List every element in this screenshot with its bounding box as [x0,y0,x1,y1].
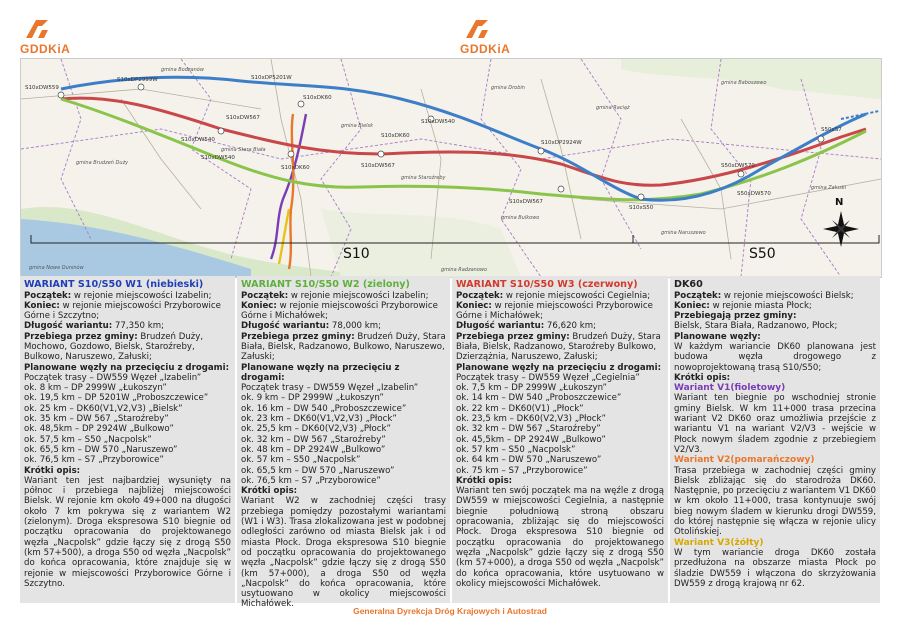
node-item: ok. 64 km – DW 570 „Naruszewo” [456,455,602,466]
gddkia-logo-text: GDDKiA [20,42,71,56]
communes-value: Brudzeń Duży, Stara Biała, Bielsk, Radzanowo, Staroźreby Bulkowo, Dzierzążnia, Naruszewo, Załuski; [456,331,661,363]
node-item: Początek trasy – DW559 Węzeł „Izabelin” [241,383,419,394]
length-value: 77,350 km; [112,321,164,332]
communes-value: Brudzeń Duży, Stara Biała, Bielsk, Radzanowo, Bulkowo, Naruszewo, Załuski; [241,331,446,363]
gddkia-emblem-icon [20,14,54,40]
desc-text: Wariant ten swój początek ma na węźle z drogą DW559 w miejscowości Cegielnia, a następnie biegnie południową stroną obszaru opracowania, zbliżając się do miejscowości Płock. Droga ekspresowa S10 biegnie od początku opracowania do projektowanego węzła „Nacpolsk” gdzie łączy się z drogą S50 (km 57+000), a droga S50 od węzła „Nacpolsk” do końca opracowania, które usytuowano w okolicy miejscowości Michałówek. [456,486,664,589]
dk60-panel [670,276,880,603]
nodes-label: Planowane węzły na przecięciu z drogami: [24,362,230,373]
node-item: ok. 14 km – DW 540 „Proboszczewice” [456,393,622,404]
node-item: ok. 76,5 km – S7 „Przyborowice” [241,475,381,486]
communes-label: Przebiega przez gminy: [456,331,570,342]
north-label: N [835,197,844,208]
desc-label: Krótki opis: [241,486,298,497]
node-item: ok. 35 km – DW 567 „Staroźreby” [24,414,169,425]
end-label: Koniec: [24,300,60,311]
dk60-v2-title: Wariant V2(pomarańczowy) [674,455,815,466]
node-item: ok. 65,5 km – DW 570 „Naruszewo” [24,444,178,455]
node-item: ok. 32 km – DW 567 „Staroźreby” [456,424,601,435]
map-node-label: S10xDK60 [281,165,310,171]
map-node-label: S50xDW570 [721,163,755,169]
start-value: w rejonie miejscowości Izabelin; [71,290,212,301]
end-value: w rejonie miejscowości Przyborowice Górne i Michałówek; [241,300,438,322]
map-node-label: S10xDW559 [25,85,59,91]
node-item: ok. 76,5 km – S7 „Przyborowice” [24,455,164,466]
nodes-label: Planowane węzły na przecięciu z drogami: [456,362,662,373]
map-node-label: S10xDW540 [181,137,215,143]
end-label: Koniec: [456,300,492,311]
variant-w2-panel [237,276,450,610]
desc-text: Wariant W2 w zachodniej części trasy przebiega pomiędzy pozostałymi wariantami (W1 i W3). Trasa zlokalizowana jest w podobnej odległości zarówno od miasta Bielsk jak i od miasta Płock. Droga ekspresowa S10 biegnie od początku opracowania do projektowanego węzła „Nacpolsk” gdzie łączy się z drogą S50 (km 57+000), a droga S50 od węzła „Nacpolsk” do końca opracowania, które usytuowano w okolicy miejscowości Michałówek. [241,496,446,610]
map-place-label: gmina Radzanowo [441,267,488,273]
map-place-label: gmina Nowe Duninów [29,265,84,271]
map-node-label: S10xDP2999W [117,77,158,83]
end-value: w rejonie miejscowości Przyborowice Górne i Michałówek; [456,300,653,322]
communes-label: Przebiega przez gminy: [24,331,138,342]
map-node-label: S10xDP5201W [251,75,292,81]
length-value: 78,000 km; [329,321,381,332]
map-place-label: gmina Bulkowo [501,215,540,221]
map-node-label: S10xDW567 [361,163,395,169]
start-label: Początek: [241,290,289,301]
map-place-label: gmina Brudzeń Duży [76,160,129,166]
node-item: ok. 25,5 km – DK60(V2,V3) „Płock” [241,424,391,435]
desc-label: Krótki opis: [674,372,731,383]
node-item: ok. 32 km – DW 567 „Staroźreby” [241,434,386,445]
start-value: w rejonie miejscowości Bielsk; [721,290,854,301]
node-item: Początek trasy – DW559 Węzeł „Cegielnia” [456,372,640,383]
s50-section-label: S50 [749,246,776,262]
node-item: ok. 23,5 km – DK60(V2,V3) „Płock” [456,414,606,425]
node-item: ok. 16 km – DW 540 „Proboszczewice” [241,403,407,414]
nodes-label: Planowane węzły na przecięciu z drogami: [241,362,400,383]
start-label: Początek: [674,290,722,301]
gddkia-logo-right [460,14,510,56]
desc-text: Wariant ten jest najbardziej wysunięty na północ i przebiega najbliżej miejscowości Bielsk. W rejonie km około 49+000 na długości około 7 km pokrywa się z wariantem W2 (zielonym). Droga ekspresowa S10 biegnie od początku opracowania do projektowanego węzła „Nacpolsk” gdzie łączy się z drogą S50 (km 57+500), a droga S50 od węzła „Nacpolsk” do końca opracowania, które znajduje się w rejonie w miejscowości Przyborowice Górne i Szczytno. [24,475,231,589]
map-place-label: gmina Drobin [491,85,525,91]
node-item: ok. 19,5 km – DP 5201W „Proboszczewice” [24,393,209,404]
map-place-label: gmina Zaluski [811,185,847,191]
map-node-label: S10xS50 [629,205,654,211]
map-place-label: gmina Baboszewo [721,80,767,86]
end-value: w rejonie miasta Płock; [709,300,812,311]
variant-w3-title: WARIANT S10/S50 W3 (czerwony) [456,279,638,290]
dk60-v1-desc: Wariant ten biegnie po wschodniej stronie gminy Bielsk. W km 11+000 trasa przecina wariant V2 DK60 oraz umożliwia przejście z wariantu V1 na wariant V2/V3 - wejście w Płock nowym śladem zgodnie z przebiegiem V2/V3. [674,393,876,455]
node-item: ok. 48 km – DP 2924W „Bulkowo” [241,444,386,455]
node-item: ok. 25 km – DK60(V1,V2,V3) „Bielsk” [24,403,183,414]
gddkia-emblem-icon [460,14,494,40]
node-item: ok. 75 km – S7 „Przyborowice” [456,465,588,476]
gddkia-logo-left [20,14,70,56]
footer-text: Generalna Dyrekcja Dróg Krajowych i Autostrad [353,606,547,616]
map-node-label: S10xDK60 [381,133,410,139]
communes-value: Brudzeń Duży, Mochowo, Gozdowo, Bielsk, Staroźreby, Bulkowo, Naruszewo, Załuski; [24,331,204,363]
start-label: Początek: [24,290,72,301]
gddkia-logo-text: GDDKiA [460,42,511,56]
variant-w3-panel [452,276,668,603]
node-item: ok. 48,5km – DP 2924W „Bulkowo” [24,424,174,435]
node-item: ok. 7,5 km – DP 2999W „Łukoszyn” [456,383,607,394]
map-place-label: gmina Bodzanów [161,67,204,73]
node-item: ok. 57 km – S50 „Nacpolsk” [241,455,361,466]
length-label: Długość wariantu: [24,321,113,332]
desc-label: Krótki opis: [456,475,513,486]
map-node-label: S10xDW567 [509,199,543,205]
map-place-label: gmina Staroźreby [401,175,446,181]
route-map[interactable] [20,58,882,278]
node-item: ok. 57,5 km – S50 „Nacpolsk” [24,434,152,445]
s10-section-label: S10 [343,246,370,262]
dk60-v3-desc: W tym wariancie droga DK60 została przedłużona na obszarze miasta Płock po śladzie DW559 i włączona do skrzyżowania DW559 z drogą krajową nr 62. [674,547,876,589]
map-node-label: S10xDW567 [226,115,260,121]
dk60-title: DK60 [674,279,703,290]
node-item: ok. 23 km – DK60(V1,V2,V3) „Płock” [241,414,397,425]
map-node-label: S10xDW540 [201,155,235,161]
map-node-label: S10xDW540 [421,119,455,125]
length-label: Długość wariantu: [456,321,545,332]
map-node-label: S50xS7 [821,127,842,133]
node-item: Początek trasy – DW559 Węzeł „Izabelin” [24,372,202,383]
length-value: 76,620 km; [544,321,596,332]
map-node-label: S10xDK60 [303,95,332,101]
start-value: w rejonie miejscowości Cegielnia; [503,290,651,301]
nodes-text: W każdym wariancie DK60 planowana jest budowa węzła drogowego z nowoprojektowaną trasą S10/S50; [674,341,876,373]
end-label: Koniec: [241,300,277,311]
communes-label: Przebiega przez gminy: [241,331,355,342]
dk60-v3-title: Wariant V3(żółty) [674,537,764,548]
node-item: ok. 65,5 km – DW 570 „Naruszewo” [241,465,395,476]
node-item: ok. 9 km – DP 2999W „Łukoszyn” [241,393,384,404]
map-place-label: gmina Naruszewo [661,230,706,236]
communes-value: Bielsk, Stara Biała, Radzanowo, Płock; [674,321,838,332]
desc-label: Krótki opis: [24,465,81,476]
variant-w2-title: WARIANT S10/S50 W2 (zielony) [241,279,410,290]
start-label: Początek: [456,290,504,301]
node-item: ok. 57 km – S50 „Nacpolsk” [456,444,576,455]
route-map-canvas [21,59,881,277]
variant-w1-title: WARIANT S10/S50 W1 (niebieski) [24,279,204,290]
dk60-v1-title: Wariant V1(fioletowy) [674,383,786,394]
node-item: ok. 8 km – DP 2999W „Łukoszyn” [24,383,167,394]
end-label: Koniec: [674,300,710,311]
node-item: ok. 22 km – DK60(V1) „Płock” [456,403,584,414]
end-value: w rejonie miejscowości Przyborowice Górne i Szczytno; [24,300,221,322]
communes-label: Przebiegają przez gminy: [674,311,797,322]
dk60-v2-desc: Trasa przebiega w zachodniej części gminy Bielsk zbliżając się do starodroża DK60. Następnie, po przecięciu z wariantem V1 DK60 w km około 11+000, trasa kontynuuje swój bieg nowym śladem w kierunku drogi DW559, do której następnie się włącza w rejonie ulicy Otolińskiej. [674,465,876,538]
map-place-label: gmina Raciąż [596,105,630,111]
map-node-label: S10xDP2924W [541,140,582,146]
length-label: Długość wariantu: [241,321,330,332]
start-value: w rejonie miejscowości Izabelin; [288,290,429,301]
node-item: ok. 45,5km – DP 2924W „Bulkowo” [456,434,606,445]
variant-w1-panel [20,276,235,603]
map-node-label: S50xDW570 [737,191,771,197]
map-place-label: gmina Stara Biała [221,147,266,153]
map-place-label: gmina Bielsk [341,123,374,129]
nodes-label: Planowane węzły: [674,331,761,342]
